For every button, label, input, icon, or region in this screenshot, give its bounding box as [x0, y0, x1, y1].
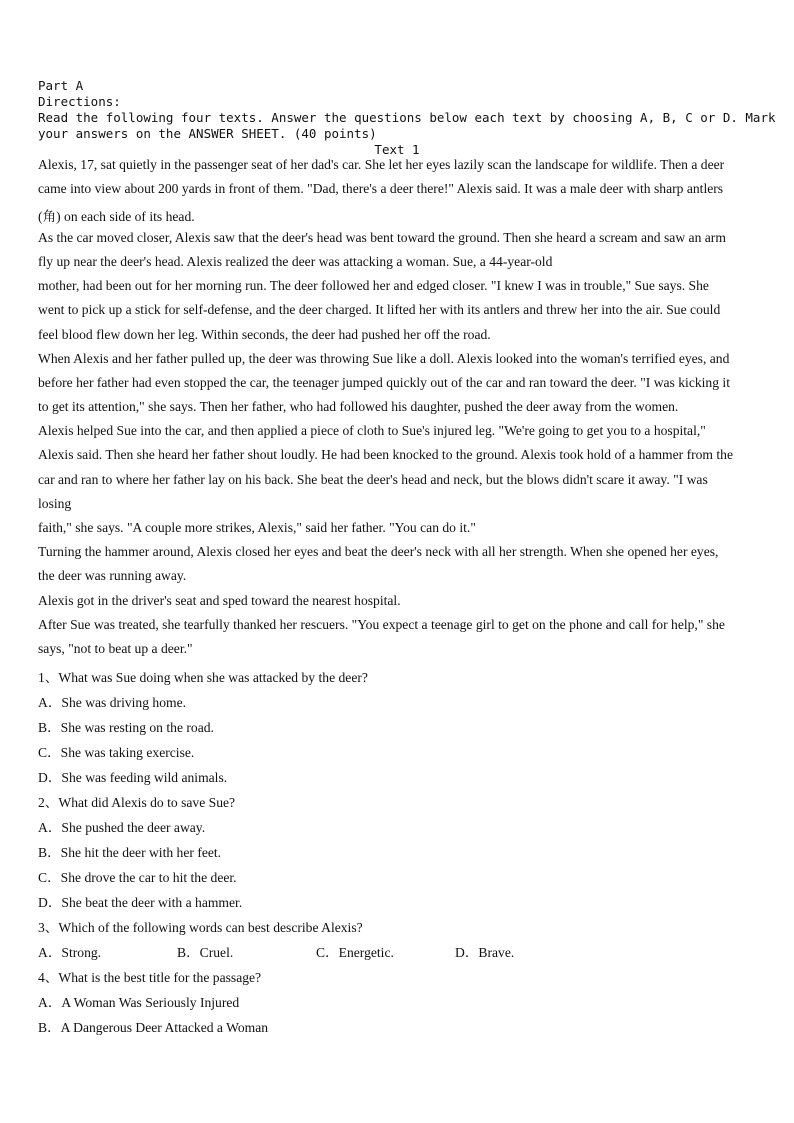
passage-line: As the car moved closer, Alexis saw that the deer's head was bent toward the ground. Then she heard a scream and saw an arm — [38, 230, 726, 245]
directions-line-2: your answers on the ANSWER SHEET. (40 points) — [38, 126, 377, 141]
passage-line: Alexis said. Then she heard her father shout loudly. He had been knocked to the ground. Alexis took hold of a hammer from the — [38, 447, 733, 462]
passage-line: went to pick up a stick for self-defense, and the deer charged. It lifted her with its antlers and threw her into the air. Sue could — [38, 302, 721, 317]
passage-line: the deer was running away. — [38, 568, 187, 583]
answer-option[interactable]: B．She hit the deer with her feet. — [38, 845, 222, 860]
passage-line: came into view about 200 yards in front of them. "Dad, there's a deer there!" Alexis said. It was a male deer with sharp antlers — [38, 181, 724, 196]
passage-line: car and ran to where her father lay on his back. She beat the deer's head and neck, but the blows didn't scare it away. "I was — [38, 472, 708, 487]
passage-line: fly up near the deer's head. Alexis realized the deer was attacking a woman. Sue, a 44-year-old — [38, 254, 553, 269]
question-stem: 2、What did Alexis do to save Sue? — [38, 795, 236, 810]
options-row — [38, 941, 514, 961]
answer-option[interactable]: A．She pushed the deer away. — [38, 820, 206, 835]
answer-option[interactable]: D．She beat the deer with a hammer. — [38, 895, 243, 910]
passage-line: says, "not to beat up a deer." — [38, 641, 193, 656]
answer-option[interactable]: A．Strong. — [38, 945, 102, 960]
passage-line: When Alexis and her father pulled up, the deer was throwing Sue like a doll. Alexis looked into the woman's terrified eyes, and — [38, 351, 730, 366]
passage-line: After Sue was treated, she tearfully thanked her rescuers. "You expect a teenage girl to get on the phone and call for help," she — [38, 617, 725, 632]
answer-option[interactable]: A．She was driving home. — [38, 695, 187, 710]
answer-option[interactable]: B．She was resting on the road. — [38, 720, 214, 735]
answer-option[interactable]: D．Brave. — [455, 945, 515, 960]
question-stem: 1、What was Sue doing when she was attacked by the deer? — [38, 670, 368, 685]
answer-option[interactable]: C．She was taking exercise. — [38, 745, 195, 760]
part-label: Part A — [38, 78, 84, 93]
question-stem: 4、What is the best title for the passage? — [38, 970, 262, 985]
passage-line: to get its attention," she says. Then her father, who had followed his daughter, pushed the deer away from the women. — [38, 399, 679, 414]
answer-option[interactable]: B．A Dangerous Deer Attacked a Woman — [38, 1020, 269, 1035]
passage-line: Alexis, 17, sat quietly in the passenger seat of her dad's car. She let her eyes lazily scan the landscape for wildlife. Then a deer — [38, 157, 725, 172]
passage-line: mother, had been out for her morning run. The deer followed her and edged closer. "I knew I was in trouble," Sue says. She — [38, 278, 709, 293]
answer-option[interactable]: C．Energetic. — [316, 945, 394, 960]
text-title: Text 1 — [374, 142, 420, 157]
question-stem: 3、Which of the following words can best describe Alexis? — [38, 920, 363, 935]
passage-line: faith," she says. "A couple more strikes, Alexis," said her father. "You can do it." — [38, 520, 476, 535]
passage-line: Alexis got in the driver's seat and sped toward the nearest hospital. — [38, 593, 401, 608]
directions-line-1: Read the following four texts. Answer the questions below each text by choosing A, B, C or D. Mark — [38, 110, 776, 125]
passage-line: (角) on each side of its head. — [38, 209, 195, 224]
answer-option[interactable]: A．A Woman Was Seriously Injured — [38, 995, 240, 1010]
passage-line: feel blood flew down her leg. Within seconds, the deer had pushed her off the road. — [38, 327, 491, 342]
passage-line: Turning the hammer around, Alexis closed her eyes and beat the deer's neck with all her strength. When she opened her eyes, — [38, 544, 719, 559]
answer-option[interactable]: C．She drove the car to hit the deer. — [38, 870, 237, 885]
answer-option[interactable]: D．She was feeding wild animals. — [38, 770, 228, 785]
answer-option[interactable]: B．Cruel. — [177, 945, 234, 960]
passage-line: losing — [38, 496, 72, 511]
passage-line: Alexis helped Sue into the car, and then applied a piece of cloth to Sue's injured leg. "We're going to get you to a hospital," — [38, 423, 706, 438]
directions-label: Directions: — [38, 94, 121, 109]
passage-line: before her father had even stopped the car, the teenager jumped quickly out of the car and ran toward the deer. "I was kicking it — [38, 375, 730, 390]
